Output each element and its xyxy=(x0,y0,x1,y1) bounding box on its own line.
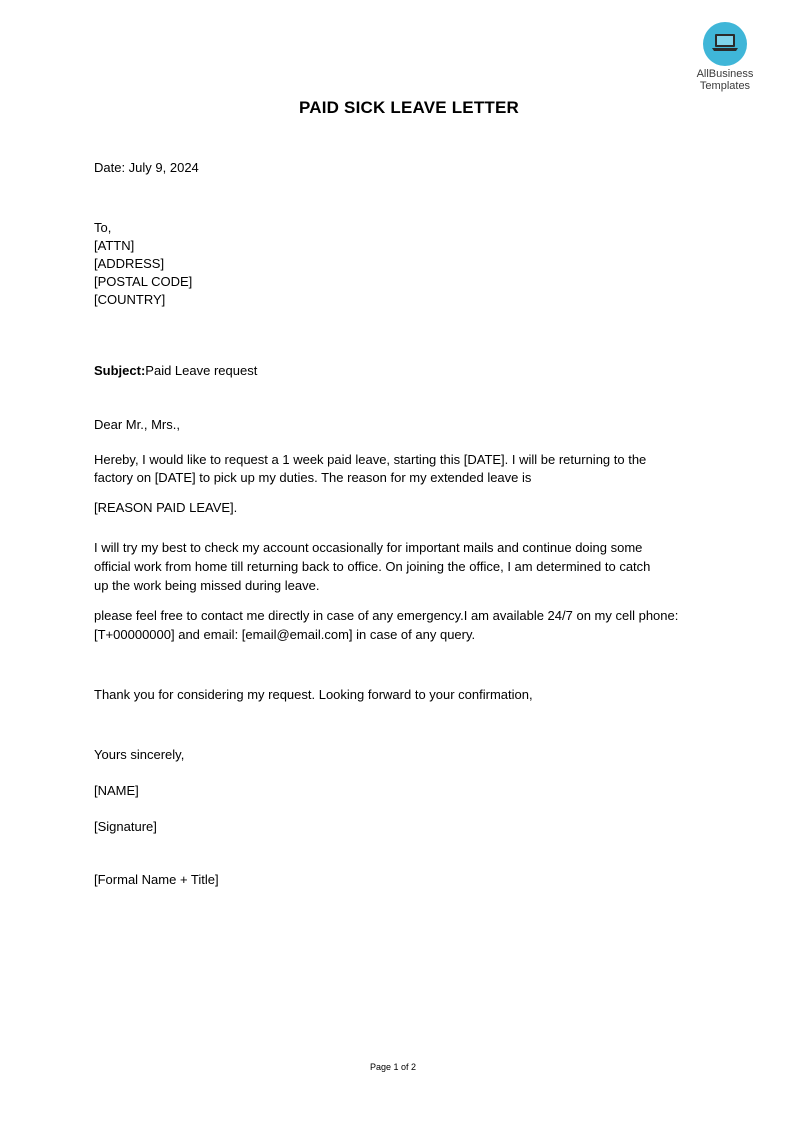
leave-reason: [REASON PAID LEAVE]. xyxy=(94,500,238,515)
signature: [Signature] xyxy=(94,819,157,834)
paragraph-3-line-1: please feel free to contact me directly in case of any emergency.I am available 24/7 on my cell phone: xyxy=(94,608,679,623)
allbusiness-templates-logo xyxy=(690,22,760,92)
closing: Yours sincerely, xyxy=(94,747,185,762)
formal-name-title: [Formal Name + Title] xyxy=(94,872,219,887)
paragraph-1-line-1: Hereby, I would like to request a 1 week paid leave, starting this [DATE]. I will be returning to the xyxy=(94,452,647,467)
recipient-to: To, xyxy=(94,220,112,235)
recipient-attn: [ATTN] xyxy=(94,238,135,253)
paragraph-2-line-2: official work from home till returning back to office. On joining the office, I am determined to catch xyxy=(94,559,651,574)
laptop-icon xyxy=(703,22,747,66)
logo-text-line1: AllBusiness xyxy=(696,68,754,80)
subject-label: Subject: xyxy=(94,363,146,378)
recipient-country: [COUNTRY] xyxy=(94,292,166,307)
subject-text: Paid Leave request xyxy=(145,363,258,378)
date-line: Date: July 9, 2024 xyxy=(94,160,199,175)
thanks-line: Thank you for considering my request. Looking forward to your confirmation, xyxy=(94,687,533,702)
page-number: Page 1 of 2 xyxy=(369,1062,417,1072)
paragraph-1-line-2: factory on [DATE] to pick up my duties. The reason for my extended leave is xyxy=(94,470,532,485)
paragraph-3-line-2: [T+00000000] and email: [email@email.com] in case of any query. xyxy=(94,627,476,642)
recipient-postal-code: [POSTAL CODE] xyxy=(94,274,193,289)
logo-text-line2: Templates xyxy=(699,80,751,92)
salutation: Dear Mr., Mrs., xyxy=(94,417,180,432)
recipient-address: [ADDRESS] xyxy=(94,256,165,271)
document-title: PAID SICK LEAVE LETTER xyxy=(298,98,520,117)
sender-name: [NAME] xyxy=(94,783,139,798)
paragraph-2-line-1: I will try my best to check my account occasionally for important mails and continue doing some xyxy=(94,540,643,555)
subject-line xyxy=(94,361,257,380)
paragraph-2-line-3: up the work being missed during leave. xyxy=(94,578,320,593)
